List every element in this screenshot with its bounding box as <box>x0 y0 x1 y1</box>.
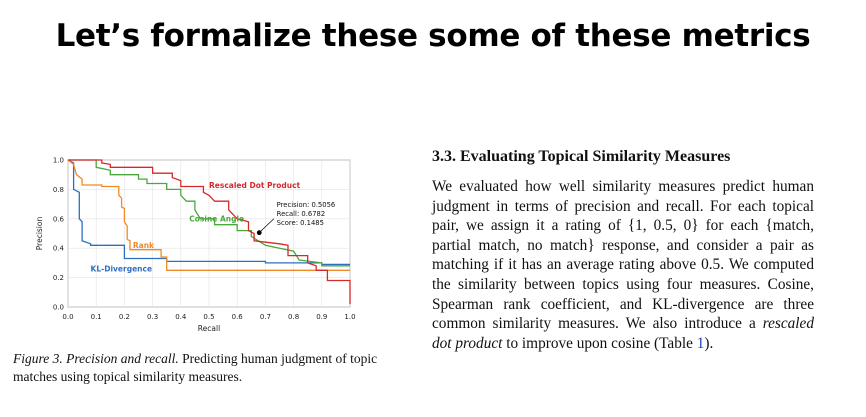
x-axis-label: Recall <box>197 324 221 333</box>
x-tick-label: 0.8 <box>288 313 300 321</box>
annotation-text: Precision: 0.5056 <box>276 201 336 210</box>
slide-title: Let’s formalize these some of these metrics <box>55 18 811 54</box>
annotation-text: Recall: 0.6782 <box>276 210 326 219</box>
x-tick-label: 0.2 <box>118 313 130 321</box>
x-tick-label: 0.4 <box>175 313 187 321</box>
precision-recall-chart <box>30 150 360 345</box>
x-tick-label: 0.0 <box>62 313 74 321</box>
y-tick-label: 0.8 <box>52 185 64 194</box>
paragraph-text-end: ). <box>704 334 714 352</box>
annotation-text: Score: 0.1485 <box>276 219 324 228</box>
figure-caption-text: Predicting human judgment of topic matches using topical similarity measures. <box>13 351 378 384</box>
figure-caption <box>13 350 413 386</box>
annotation-point <box>257 230 262 235</box>
y-axis-label: Precision <box>35 216 44 251</box>
table-reference-link[interactable]: 1 <box>696 334 705 352</box>
x-tick-label: 0.6 <box>231 313 243 321</box>
series-label: Rescaled Dot Product <box>209 180 301 190</box>
series-label: Rank <box>132 241 155 251</box>
y-tick-label: 0.0 <box>52 303 64 312</box>
section-paragraph <box>432 177 814 353</box>
x-tick-label: 0.3 <box>147 313 159 321</box>
x-tick-label: 1.0 <box>344 313 356 321</box>
section-heading: 3.3. Evaluating Topical Similarity Measures <box>432 148 731 165</box>
series-label: KL-Divergence <box>90 264 153 274</box>
x-tick-label: 0.9 <box>316 313 328 321</box>
x-tick-label: 0.5 <box>203 313 215 321</box>
x-tick-label: 0.7 <box>259 313 271 321</box>
y-tick-label: 0.4 <box>52 244 64 253</box>
paragraph-text-cont: to improve upon cosine (Table <box>502 334 697 352</box>
paragraph-emphasis: rescaled dot product <box>432 315 814 352</box>
y-tick-label: 0.2 <box>52 274 64 283</box>
x-tick-label: 0.1 <box>90 313 102 321</box>
figure-caption-label: Figure 3. Precision and recall. <box>13 351 179 366</box>
paragraph-text: We evaluated how well similarity measures predict human judgment in terms of precision and recall. For each topical pair, we assign it a rating of {1, 0.5, 0} for each {match, partial match, no match} response, and consider a pair as matching if it has an average rating above 0.5. We computed the similarity between topics using four measures. Cosine, Spearman rank coefficient, and KL-divergence are three common similarity measures. We also introduce a <box>432 178 814 333</box>
series-label: Cosine Angle <box>189 214 245 224</box>
y-tick-label: 1.0 <box>52 156 64 165</box>
y-tick-label: 0.6 <box>52 215 64 224</box>
